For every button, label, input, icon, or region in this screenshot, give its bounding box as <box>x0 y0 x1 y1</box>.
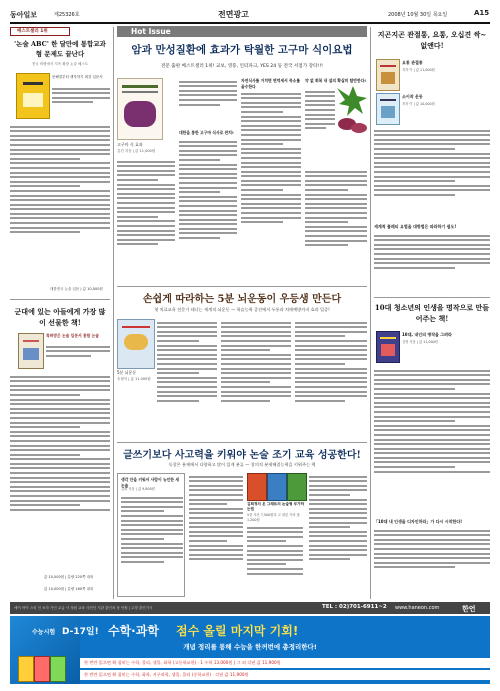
essay-mid-note: 5천 지난 7,500원의 고 내린 가라 좋 1,200원 <box>247 513 300 522</box>
publisher-strip <box>10 602 490 614</box>
bottom-banner <box>10 616 490 684</box>
publisher-url[interactable]: www.haneon.com <box>395 605 440 611</box>
left-footer-3: 값 10,000원 | 분량 160쪽 내외 <box>44 587 94 591</box>
brain-rule <box>117 442 367 443</box>
left-footer-2: 값 10,000원 | 분량 220쪽 내외 <box>44 575 94 579</box>
left-headline-1: '논술 ABC' 한 달만에 통합교과형 문제도 끝난다 <box>14 40 106 58</box>
book-cover-brain <box>117 319 155 369</box>
goguma-col2-top <box>179 78 237 128</box>
bestseller-tag: 베스트셀러 1위 <box>10 27 70 36</box>
banner-subline: 개념 정리를 통해 수능을 한꺼번에 총정리한다! <box>183 643 317 651</box>
publisher-tel: TEL : 02)701-6911~2 <box>322 604 387 610</box>
goguma-col3 <box>241 90 301 283</box>
essay-left-author: 김희 지음 | 값 9,800원 <box>121 487 155 491</box>
brain-book-author: 송형석 | 값 11,000원 <box>117 377 151 381</box>
right-body-3 <box>374 367 490 517</box>
left-divider <box>10 299 110 300</box>
essay-mid-caption: 김희정의 온 그래트의 논술형 부가하는법 <box>247 502 305 511</box>
newspaper-name: 동아일보 <box>10 11 38 19</box>
banner-book-1 <box>18 656 34 682</box>
sweet-potato-2 <box>351 123 367 133</box>
hot-issue-subline: 전문 출판 베스트셀러 1위! 교보, 영풍, 인터파크, YES 24 등 전국 서점가 강타!!! <box>160 64 324 69</box>
left-footer-1: 대한민국 논술 입문 | 값 10,000원 <box>50 287 103 291</box>
goguma-col3-title: 자연식사를 거치면 면역세서 목소를 골수한다 <box>241 78 300 89</box>
right-column <box>374 27 490 599</box>
publisher-info: 에이 아이 스의 인 보자 가인 교급 사 정원 교육 사전인 기관 출인처 상 안원 | 고정 출인기시 <box>14 605 153 610</box>
banner-line-1: 한 번만 읽으면 확 잡히는 수학, 물리, 생물, 화학 (고등학교편) · 1 수학 13,000원 | 그 외 각권 값 11,900원 <box>80 658 490 668</box>
goguma-col2 <box>179 138 237 283</box>
hot-issue-headline: 암과 만성질환에 효과가 탁월한 고구마 식이요법 <box>131 44 353 56</box>
page-number: A15 <box>474 9 490 17</box>
banner-small-label: 수능시험 <box>32 629 56 636</box>
goguma-book-title: 고구마 식 효과 <box>117 142 143 147</box>
goguma-col4-bottom <box>305 168 367 283</box>
brain-body-3 <box>295 319 367 437</box>
right-headline-3: 10대 청소년의 인생을 명작으로 만들어주는 책! <box>374 303 490 323</box>
right-body-4 <box>374 527 490 597</box>
left-body-2 <box>10 373 110 573</box>
goguma-col2-title: 대한을 통한 고구마 식사로 완치! <box>179 130 234 135</box>
brain-exercise-section <box>117 290 367 440</box>
brain-headline: 손쉽게 따라하는 5분 뇌운동이 우등생 만든다 <box>142 294 342 305</box>
banner-book-2 <box>34 656 50 682</box>
right-headline-2: 세계적 플레티 요법을 대방법은 따라하기 쉽도! <box>374 224 457 229</box>
essay-right-body-1 <box>247 524 303 597</box>
right-headline-4: 「10대 내 인생을 디자인하라」가 다시 시작한다! <box>374 519 463 524</box>
essay-left-box <box>117 473 185 597</box>
hot-issue-rule <box>117 286 367 287</box>
masthead-rule <box>10 22 490 24</box>
hot-issue-section <box>117 26 367 284</box>
right-divider <box>374 297 490 298</box>
goguma-col1 <box>117 158 175 283</box>
left-headline-2: 군대에 있는 아들에게 가장 많이 선물한 책! <box>14 307 106 327</box>
brain-body-1 <box>157 319 217 437</box>
publisher-brand: 한언 <box>462 604 476 613</box>
banner-line-2: 한 번만 읽으면 확 잡히는 수학, 화학, 지구과학, 생물, 물리 (중학교편) · 각권 값 11,900원 <box>80 670 490 680</box>
right-body-1 <box>374 127 490 223</box>
right-body-2 <box>374 232 490 292</box>
book-cover-exercise <box>376 93 400 125</box>
right-book3-title: 10대, 내인의 명작을 그려라 <box>402 332 452 337</box>
hot-issue-label: Hot Issue <box>117 26 367 37</box>
right-book2-title: 소이작 운동 <box>402 94 423 99</box>
right-book3-author: 김영 지음 | 값 11,000원 <box>402 340 438 344</box>
brain-subline: 첫 치료교육 전문가 테너는 세계적 뇌운동 — 학습능력 증진에서 두통과 치매예방까지 효과 입증! <box>154 307 330 312</box>
brain-book-title: 5분 뇌운동 <box>117 370 137 375</box>
banner-book-3 <box>50 656 66 682</box>
banner-highlight: 점수 올릴 마지막 기회! <box>176 624 299 638</box>
right-book1-title: 요통 관절통 <box>402 60 423 65</box>
essay-right-body-2 <box>309 473 367 597</box>
banner-main-text: 수학·과학 <box>108 624 159 638</box>
essay-subline: 독창은 분제에서 다양하고 많이 있게 분류 — 창의적 분제해결능력을 키워주는 책 <box>168 462 316 467</box>
book-cover-back-pain <box>376 59 400 91</box>
banner-countdown: D-17일! <box>62 627 99 637</box>
essay-left-title: 생각 안을 키워서 사람이 뉴인한 새 논술 <box>121 477 179 488</box>
book-cover-essay-1 <box>247 473 267 501</box>
masthead <box>10 8 490 22</box>
book-cover-essay-2 <box>267 473 287 501</box>
sweet-potato-image <box>335 86 369 136</box>
essay-section <box>117 446 367 598</box>
book2-blurb <box>46 343 110 369</box>
left-sub-1: 전국 비평에서 지속 확장 논술 베스트 <box>31 62 89 66</box>
left-column <box>10 27 110 599</box>
essay-headline: 글쓰기보다 사고력을 키워야 논술 조기 교육 성공한다! <box>123 450 361 461</box>
leaves <box>337 86 367 116</box>
brain-body-2 <box>221 319 291 437</box>
right-book1-author: 저자 이 | 값 11,000원 <box>402 68 435 72</box>
section-title: 전면광고 <box>218 10 249 19</box>
book-cover-nonsul-abc <box>16 73 50 119</box>
column-rule-left <box>113 27 114 599</box>
book2-caption: 특허받은 논술 입문서 통합 논술 <box>46 333 99 338</box>
left-body-1 <box>10 123 110 283</box>
book-cover-goguma <box>117 78 163 140</box>
right-headline-1: 지곤지곤 관절통, 요통, 오십견 싹~ 없앤다! <box>377 30 487 50</box>
goguma-col4 <box>305 88 335 164</box>
issue-number: 제25326호 <box>54 12 80 18</box>
issue-date: 2008년 10월 30일 목요일 <box>388 12 448 18</box>
goguma-col4-title: 약 없 회복 내 설의 확실히 탈반한다! <box>305 78 367 83</box>
book1-caption: 문해결부터 생각하기 최강 입문서 <box>52 75 103 79</box>
book-cover-teen <box>376 331 400 363</box>
book1-blurb <box>52 85 110 117</box>
column-rule-right <box>370 27 371 599</box>
right-book2-author: 저자 이 | 값 10,000원 <box>402 102 435 106</box>
essay-mid-body <box>189 473 243 597</box>
essay-left-body <box>121 494 183 594</box>
book-cover-nonsul <box>18 333 44 369</box>
book-cover-essay-3 <box>287 473 307 501</box>
goguma-book-author: 김건 지음 | 값 11,000원 <box>117 149 156 153</box>
